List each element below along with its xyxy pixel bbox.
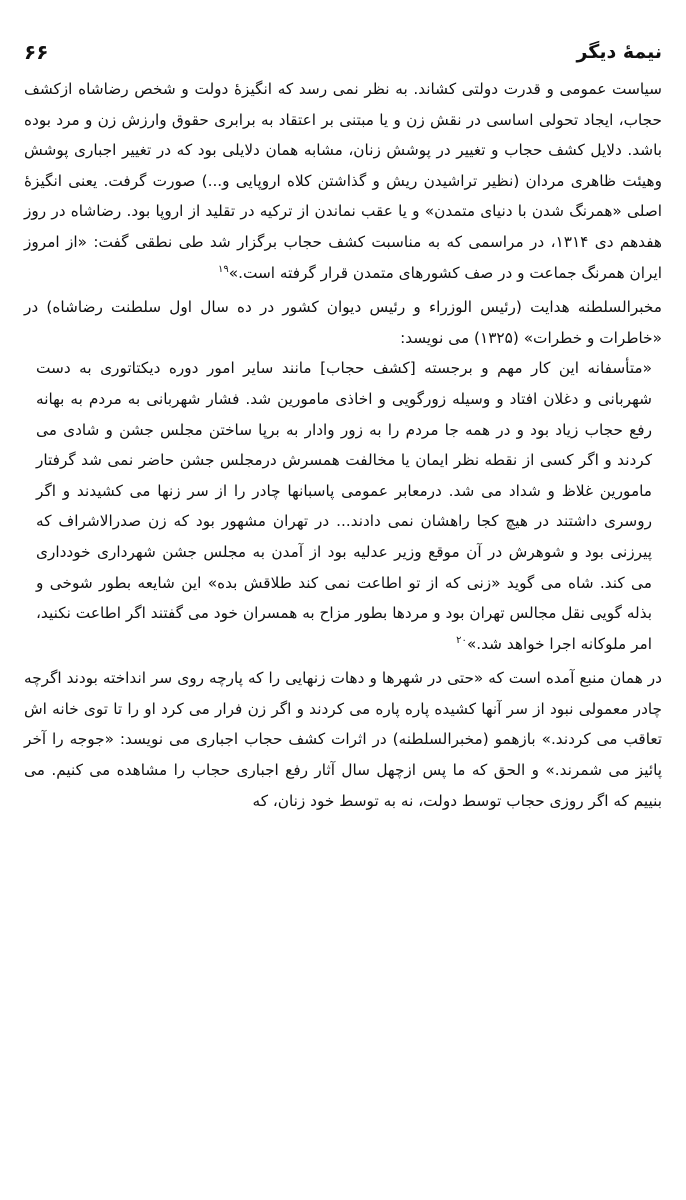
text-run: سیاست عمومی و قدرت دولتی کشاند. به نظر نمی رسد که انگیزهٔ دولت و شخص رضاشاه ازکشف حجاب، ایجاد تحولی اساسی در نقش زن و یا مبتنی بر [24,80,662,129]
text-run: در همان منبع آمده است که «حتی در شهرها و دهات زنهایی را که پارچه روی سر انداخته بودند اگرچه چادر معمولی نبود از سر آنها کشیده پاره پاره می کردند و اگر زن فرار می کرد او را تا توی خانه اش تعاقب می کردند.» بازهمو (مخبرالسلطنه) در اثرات کشف حجاب اجباری می نویسد: «جوجه را آخر پائیز می شمرند.» و الحق که ما پس ازچهل سال آثار رفع [24,669,662,780]
block-quote [36,353,652,659]
page-number: ۶۶ [24,40,49,64]
text-run: مردان (نظیر تراشیدن ریش و گذاشتن کلاه اروپایی و...) صورت گرفت. یعنی انگیزهٔ اصلی «همرنگ شدن با دنیای متمدن» و یا عقب نماندن از ترکیه در تقلید از اروپا بود. رضاشاه در روز هفدهم دی ۱۳۱۴، در مراسمی که به مناسبت کشف حجاب برگزار شد طی نطقی گفت: «از امروز ایران همرنگ جماعت و در صف کشورهای متمدن قرار گرفته است.» [24,171,663,282]
footnote-ref: ۱۹ [217,263,229,275]
text-run: مخبرالسلطنه هدایت (رئیس الوزراء و رئیس دیوان کشور در ده سال اول سلطنت رضاشاه) در «خاطرات و خطرات» (۱۳۲۵) می نویسد: [24,298,662,347]
text-run: به برابری حقوق وارزش زن و مرد بوده باشد. دلایل کشف حجاب و تغییر در پوشش زنان، مشابه همان دلایلی بود که در تغییر اجباری پوشش [24,110,662,160]
paragraph-3 [24,663,662,816]
text-run: «متأسفانه این کار مهم و برجسته [کشف حجاب] مانند سایر امور دوره دیکتاتوری به دست شهربانی و دغلان افتاد و وسیله زورگویی و اخاذی مامورین شد. فشار شهربانی به مردم به بهانه رفع حجاب زیاد بود و در همه جا مردم را به زور وادار به برپا ساختن مجلس جشن و شادی می کردند و اگر کسی از نقطه نظر ایمان یا مخالفت همسرش درمجلس جشن حاضر نمی شد گرفتار مامورین غلاظ و شداد می شد. درمعابر عمومی پاسبانها چادر را از سر زنها می کشیدند و اگر روسری داشتند در هیچ کجا راهشان نمی دادند... در تهران مشهور بود که زن صدرالاشراف که پیرزنی بود و شوهرش در آن موقع وزیر عدلیه بود از آمدن به مجلس جشن شهرداری خودداری می کند. شاه می گوید «زنی که از تو اطاعت نمی کند طلاقش بده» این شایعه بطور شوخی و بذله گویی نقل مجالس تهران بود و مردها بطور مزاح به همسران خود می گفتند اگر اطاعت نکنید، امر ملوکانه اجرا خواهد شد.» [36,359,652,653]
footnote-ref: ۲۰ [456,634,467,646]
text-run: حجاب را مشاهده می کنیم. می بنییم که اگر روزی حجاب توسط [24,761,662,810]
running-title: نیمهٔ دیگر [576,41,662,63]
text-run: ، نه به توسط خود زنان، که [252,791,424,810]
bold-term: دولت [423,791,458,810]
paragraph-1 [24,74,662,288]
bold-term: اعتقاد [278,110,316,129]
page-header [24,30,662,74]
bold-term: اجباری [236,761,279,780]
paragraph-2 [24,292,662,353]
bold-term: وهیئت ظاهری [570,171,663,190]
